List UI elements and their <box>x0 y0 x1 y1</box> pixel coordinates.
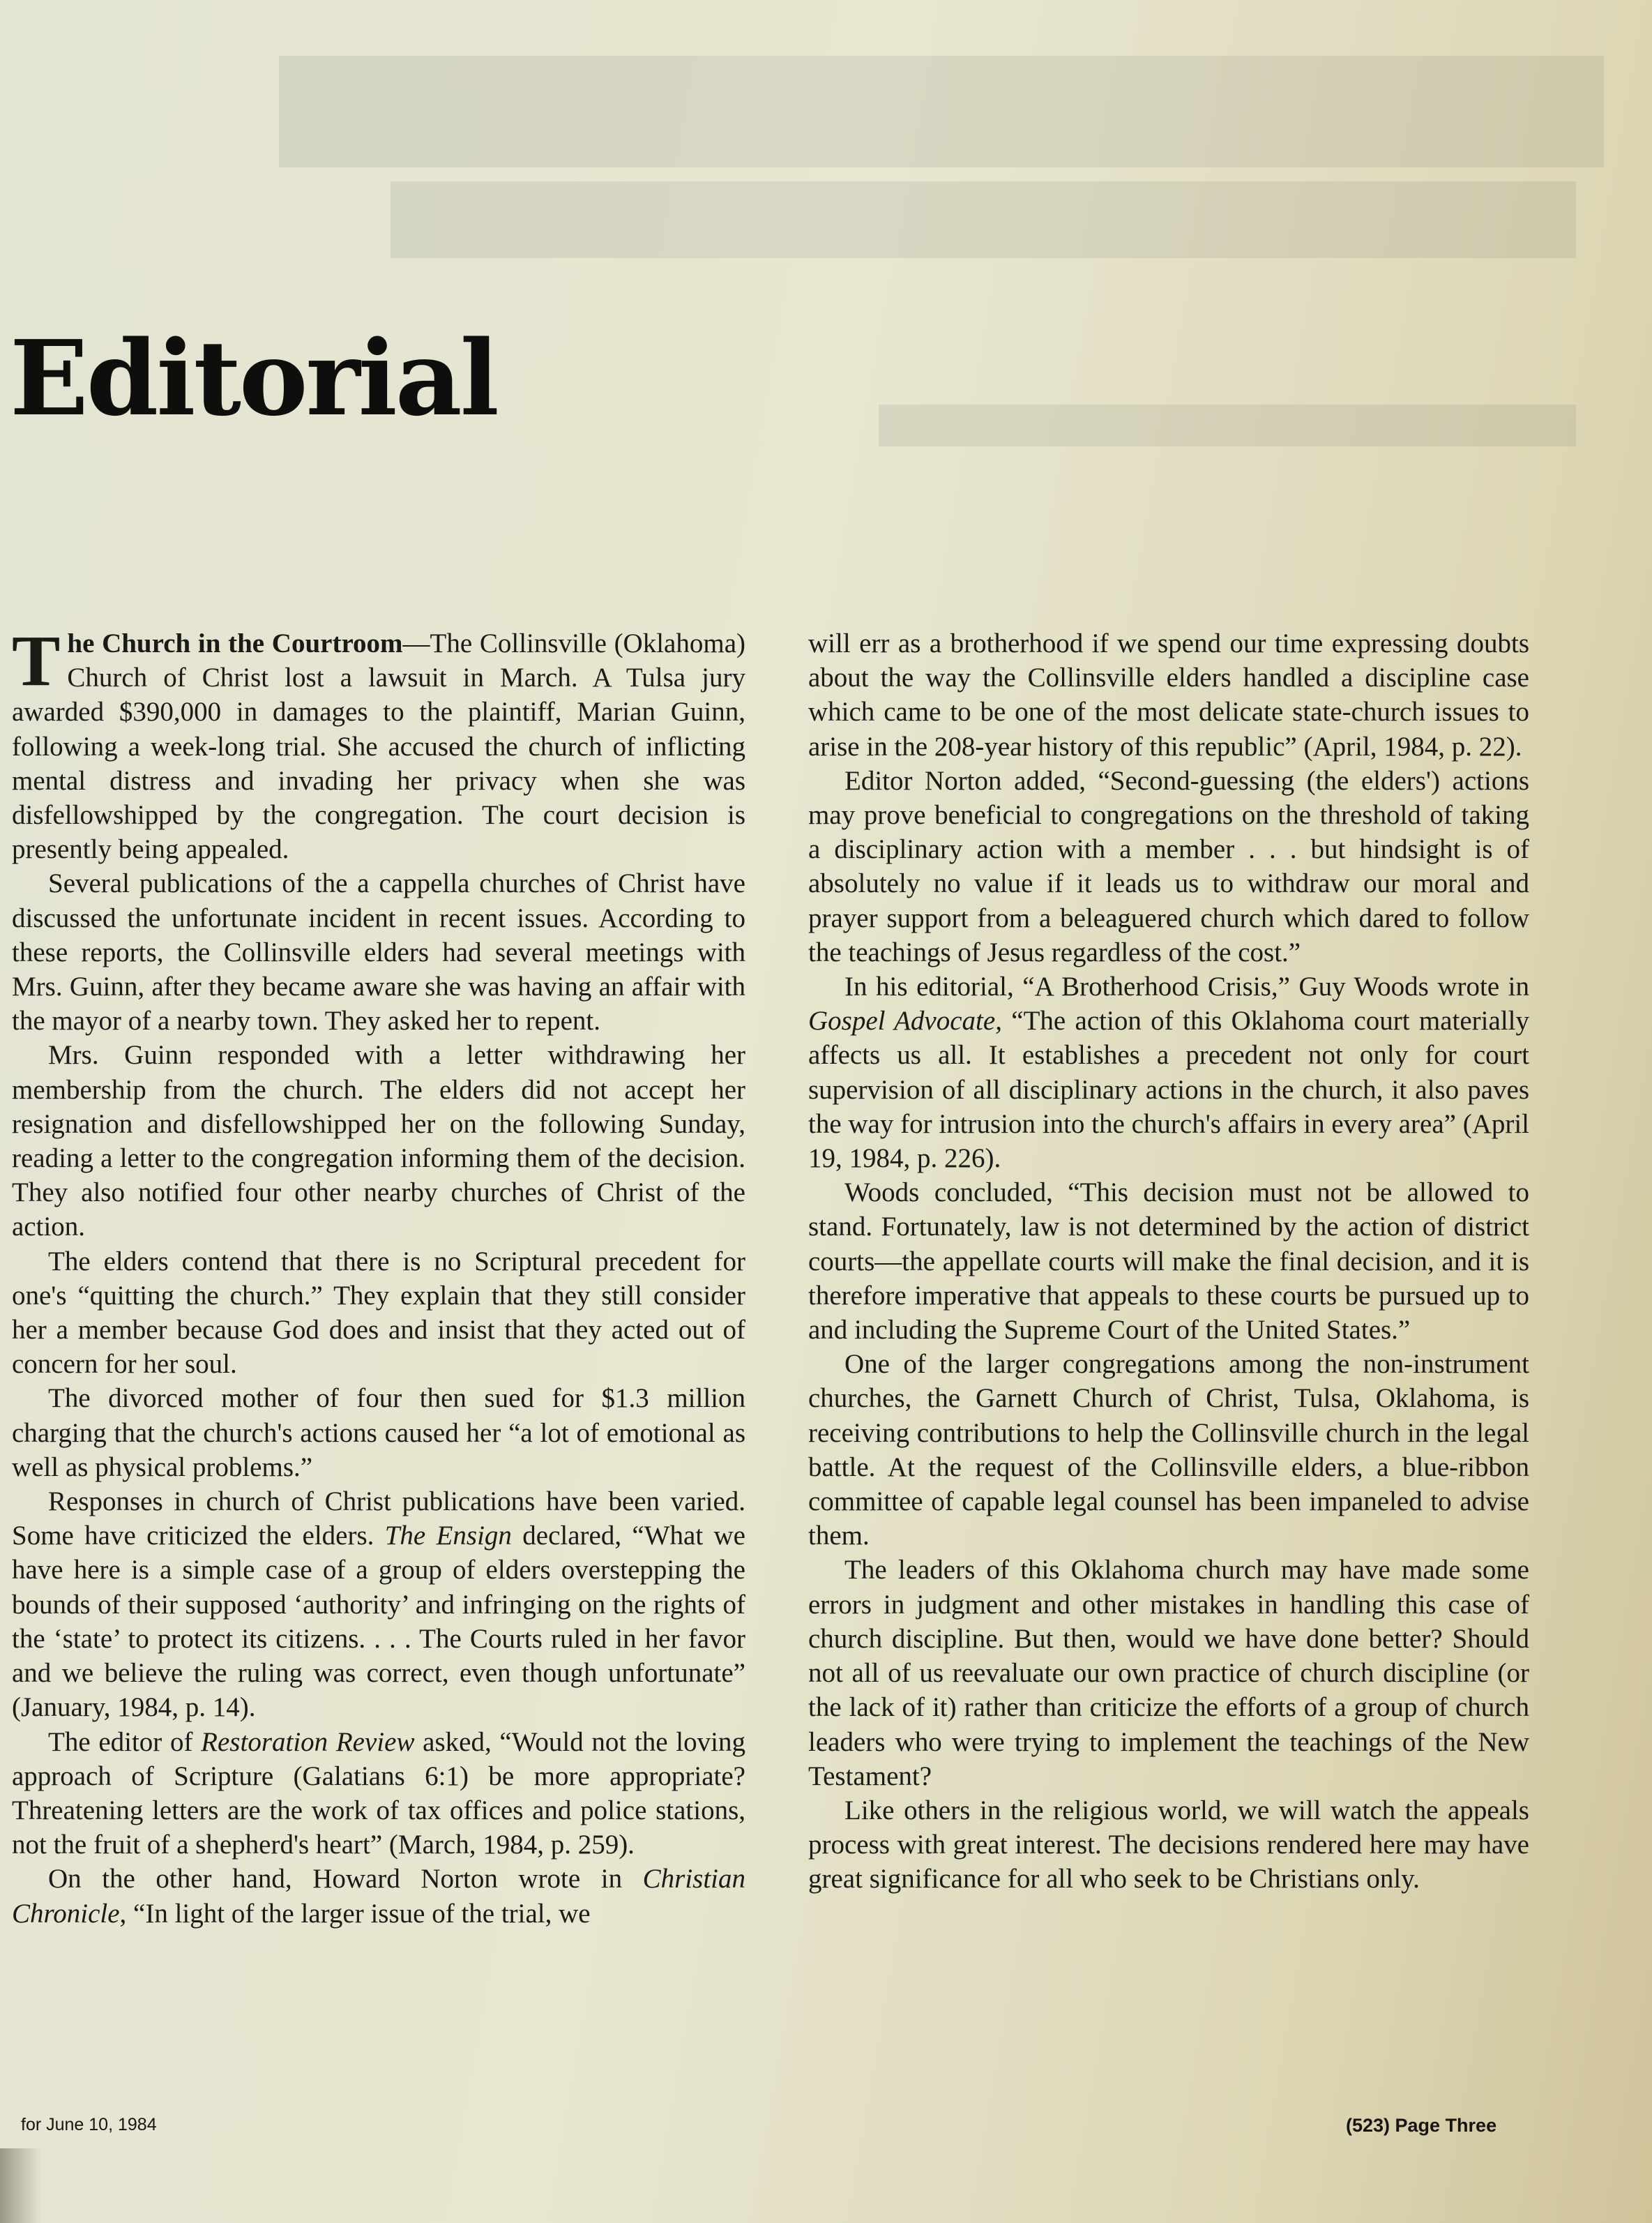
publication-title: The Ensign <box>384 1521 512 1551</box>
article-title: he Church in the Courtroom <box>67 628 403 658</box>
text-run: , “In light of the larger issue of the trial, we <box>119 1898 591 1929</box>
text-run: On the other hand, Howard Norton wrote in <box>48 1864 643 1894</box>
text-run: The editor of <box>48 1726 202 1757</box>
publication-title: Gospel Advocate, <box>808 1006 1002 1037</box>
paragraph: Mrs. Guinn responded with a letter withdrawing her membership from the church. The elders did not accept her resignation and disfellowshipped her on the following Sunday, reading a letter to the congregation informing them of the decision. They also notified four other nearby churches of Christ of the action. <box>12 1040 745 1242</box>
paragraph: The divorced mother of four then sued for $1.3 million charging that the church's actions caused her “a lot of emotional as well as physical problems.” <box>12 1383 745 1482</box>
section-heading: Editorial <box>10 317 497 439</box>
left-column <box>12 621 745 1931</box>
text-run: asked, “Would not the loving approach of Scripture (Galatians 6:1) be more appropriate? Threatening letters are the work of tax offices and police stations, not the fruit of a shepherd's heart” (March, 1984, p. 259). <box>12 1726 745 1860</box>
paragraph-gospel-advocate <box>808 970 1529 1175</box>
text-run: In his editorial, “A Brotherhood Crisis,” Guy Woods wrote in <box>844 972 1529 1002</box>
publication-title: Restoration Review <box>201 1726 415 1757</box>
drop-cap: T <box>12 621 61 701</box>
paragraph: Like others in the religious world, we will watch the appeals process with great interest. The decisions rendered here may have great significance for all who seek to be Christians only. <box>808 1795 1529 1894</box>
text-run: declared, “What we have here is a simple case of a group of elders overstepping the bounds of their supposed ‘authority’ and infringing on the rights of the ‘state’ to protect its citizens. . . . The Courts ruled in her favor and we believe the ruling was correct, even though unfortunate” (January, 1984, p. 14). <box>12 1521 745 1723</box>
paragraph-ensign <box>12 1484 745 1724</box>
paragraph-christian-chronicle <box>12 1862 745 1930</box>
text-run: Responses in church of Christ publications have been varied. Some have criticized the elders. <box>12 1486 745 1551</box>
publication-title: Christian Chronicle <box>12 1864 745 1929</box>
page-number: (523) Page Three <box>1346 2115 1497 2136</box>
paragraph: Woods concluded, “This decision must not be allowed to stand. Fortunately, law is not determined by the action of district courts—the appellate courts will make the final decision, and it is therefore imperative that appeals to these courts be pursued up to and including the Supreme Court of the United States.” <box>808 1177 1529 1346</box>
paragraph-restoration-review <box>12 1725 745 1862</box>
paragraph: One of the larger congregations among the non-instrument churches, the Garnett Church of Christ, Tulsa, Oklahoma, is receiving contributions to help the Collinsville church in the legal battle. At the request of the Collinsville elders, a blue-ribbon committee of capable legal counsel has been impaneled to advise them. <box>808 1349 1529 1551</box>
binding-shadow <box>0 2148 42 2223</box>
paragraph: Editor Norton added, “Second-guessing (the elders') actions may prove beneficial to congregations on the threshold of taking a disciplinary action with a member . . . but hindsight is of absolutely no value if it leads us to withdraw our moral and prayer support from a beleaguered church which dared to follow the teachings of Jesus regardless of the cost.” <box>808 765 1529 967</box>
right-column <box>808 626 1529 1897</box>
continued-paragraph: will err as a brotherhood if we spend our time expressing doubts about the way the Collinsville elders handled a discipline case which came to be one of the most delicate state-church issues to arise in the 208-year history of this republic” (April, 1984, p. 22). <box>808 628 1529 762</box>
text-run: “The action of this Oklahoma court materially affects us all. It establishes a precedent not only for court supervision of all disciplinary actions in the church, it also paves the way for intrusion into the church's affairs in every area” (April 19, 1984, p. 226). <box>808 1006 1530 1174</box>
article-lead-paragraph <box>12 621 745 866</box>
paragraph: The elders contend that there is no Scriptural precedent for one's “quitting the church.” They explain that they still consider her a member because God does and insist that they acted out of concern for her soul. <box>12 1246 745 1380</box>
lead-text: —The Collinsville (Oklahoma) Church of Christ lost a lawsuit in March. A Tulsa jury awarded $390,000 in damages to the plaintiff, Marian Guinn, following a week-long trial. She accused the church of inflicting mental distress and invading her privacy when she was disfellowshipped by the congregation. The court decision is presently being appealed. <box>12 628 745 865</box>
paragraph: Several publications of the a cappella churches of Christ have discussed the unfortunate incident in recent issues. According to these reports, the Collinsville elders had several meetings with Mrs. Guinn, after they became aware she was having an affair with the mayor of a nearby town. They asked her to repent. <box>12 868 745 1037</box>
footer-date: for June 10, 1984 <box>21 2115 157 2134</box>
paragraph: The leaders of this Oklahoma church may have made some errors in judgment and other mistakes in handling this case of church discipline. But then, would we have done better? Should not all of us reevaluate our own practice of church discipline (or the lack of it) rather than criticize the efforts of a group of church leaders who were trying to implement the teachings of the New Testament? <box>808 1555 1529 1791</box>
